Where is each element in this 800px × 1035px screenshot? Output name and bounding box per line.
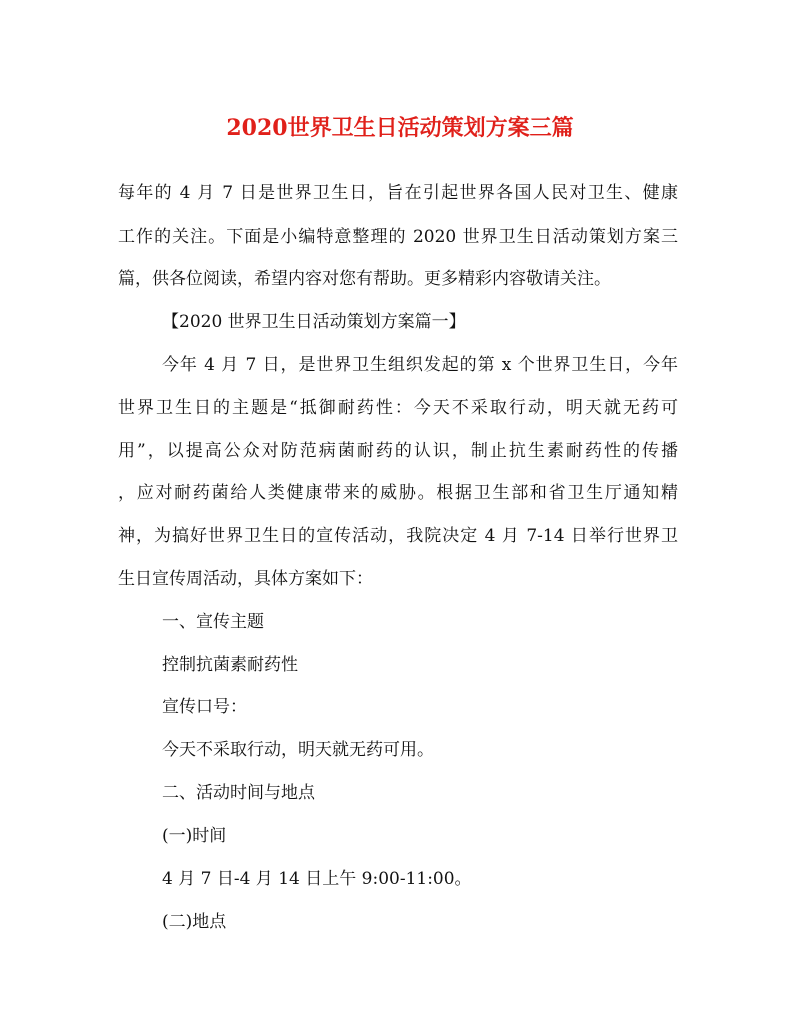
paragraph-line: 今年 4 月 7 日，是世界卫生组织发起的第 x 个世界卫生日，今年 [162,355,678,375]
paragraph-line: ，应对耐药菌给人类健康带来的威胁。根据卫生部和省卫生厅通知精 [118,483,678,503]
paragraph-line: 用”，以提高公众对防范病菌耐药的认识，制止抗生素耐药性的传播 [118,441,678,461]
list-item: (二)地点 [162,912,227,932]
paragraph-line: 世界卫生日的主题是“抵御耐药性：今天不采取行动，明天就无药可 [118,398,678,418]
paragraph-line: 生日宣传周活动，具体方案如下： [118,569,373,589]
document-title: 2020世界卫生日活动策划方案三篇 [226,115,574,141]
list-item: 宣传口号： [162,697,247,717]
list-item: 一、宣传主题 [162,612,264,632]
list-item: 二、活动时间与地点 [162,783,315,803]
list-item: (一)时间 [162,826,227,846]
list-item: 4 月 7 日-4 月 14 日上午 9:00-11:00。 [162,869,472,889]
list-item: 今天不采取行动，明天就无药可用。 [162,740,434,760]
paragraph-line: 工作的关注。下面是小编特意整理的 2020 世界卫生日活动策划方案三 [118,227,678,247]
section-heading: 【2020 世界卫生日活动策划方案篇一】 [162,312,466,332]
paragraph-line: 每年的 4 月 7 日是世界卫生日，旨在引起世界各国人民对卫生、健康 [118,183,678,203]
paragraph-line: 神，为搞好世界卫生日的宣传活动，我院决定 4 月 7-14 日举行世界卫 [118,526,678,546]
paragraph-line: 篇，供各位阅读，希望内容对您有帮助。更多精彩内容敬请关注。 [118,269,611,289]
list-item: 控制抗菌素耐药性 [162,655,298,675]
